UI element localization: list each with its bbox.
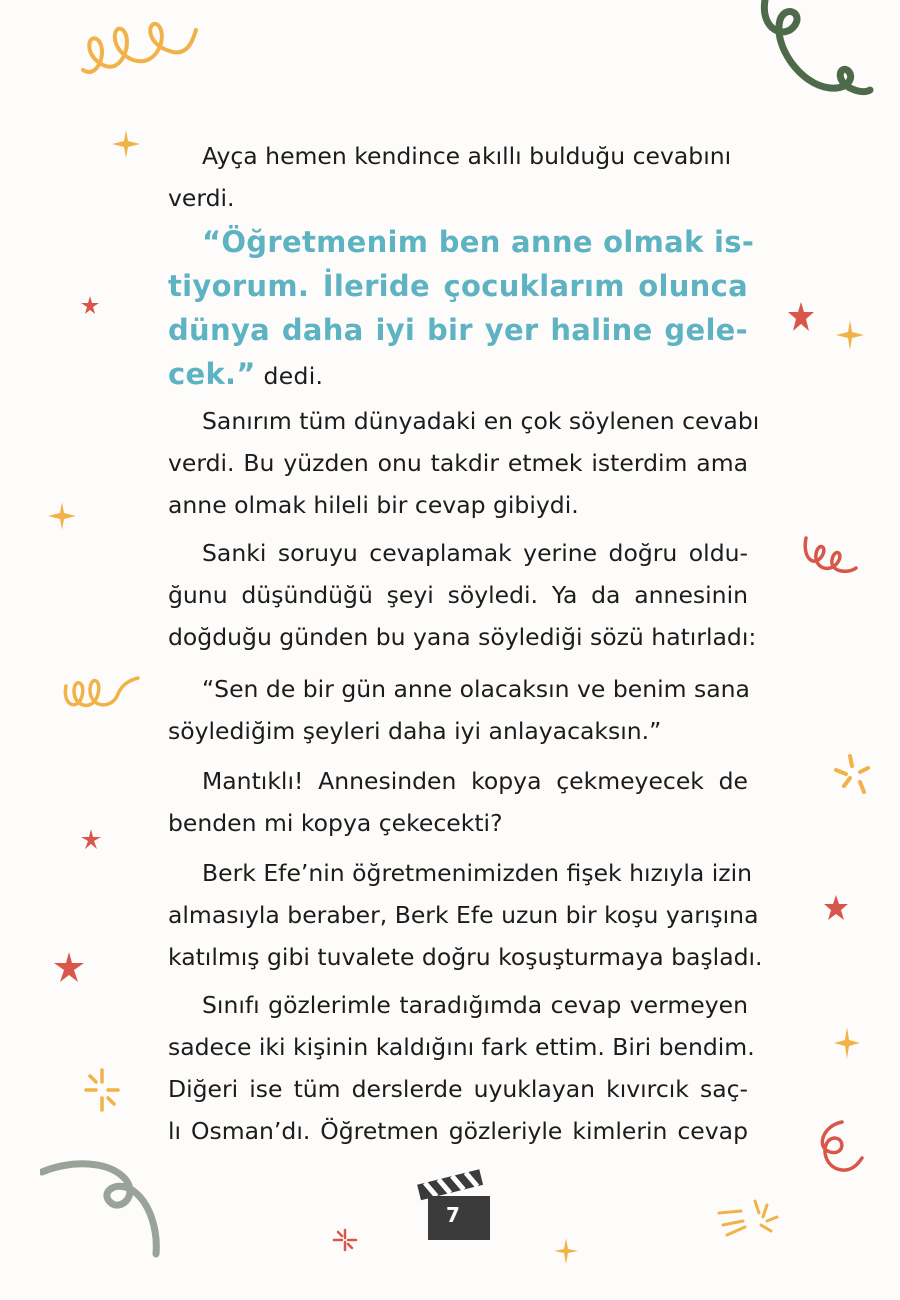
text-line: doğduğu günden bu yana söylediği sözü hatırladı: [168, 623, 757, 651]
sparkle-icon [46, 500, 78, 532]
curl-decoration [812, 1118, 864, 1174]
swirl-decoration-top-left [78, 10, 198, 90]
quote-line: tiyorum. İleride çocuklarım olunca [168, 269, 748, 303]
sparkle-icon [832, 1025, 862, 1061]
star-icon [786, 300, 816, 334]
text-line: Mantıklı! Annesinden kopya çekmeyecek de [202, 767, 748, 795]
sparkle-icon [834, 318, 866, 352]
text-line: anne olmak hileli bir cevap gibiydi. [168, 491, 579, 519]
curl-decoration-top-right [755, 0, 875, 100]
paragraph-5 [168, 760, 748, 844]
text-line: verdi. [168, 184, 235, 212]
text-line: lı Osman’dı. Öğretmen gözleriyle kimlerin cevap [168, 1117, 748, 1145]
curl-decoration [800, 528, 860, 578]
text-line: Sanki soruyu cevaplamak yerine doğru oldu- [202, 539, 748, 567]
text-line: almasıyla beraber, Berk Efe uzun bir koşu yarışına [168, 901, 759, 929]
burst-icon [330, 1226, 360, 1254]
star-icon [822, 893, 850, 923]
sparkle-icon [552, 1236, 580, 1266]
sparkle-icon [110, 128, 142, 160]
paragraph-4 [168, 668, 748, 752]
text-line: Sınıfı gözlerimle taradığımda cevap vermeyen [202, 991, 748, 1019]
text-line: ğunu düşündüğü şeyi söyledi. Ya da annesinin [168, 581, 748, 609]
swirl-decoration [60, 656, 140, 716]
text-line: Diğeri ise tüm derslerde uyuklayan kıvırcık saç- [168, 1075, 748, 1103]
text-line: Berk Efe’nin öğretmenimizden fişek hızıyla izin [202, 859, 753, 887]
star-icon [80, 295, 100, 315]
paragraph-7 [168, 984, 755, 1152]
star-icon [80, 828, 102, 850]
burst-icon [82, 1066, 122, 1114]
text-line: Sanırım tüm dünyadaki en çok söylenen cevabı [202, 407, 760, 435]
burst-icon [830, 752, 870, 796]
quote-tail: dedi. [255, 362, 324, 390]
swirl-decoration-bottom-left [40, 1150, 170, 1260]
text-line: “Sen de bir gün anne olacaksın ve benim sana [202, 675, 750, 703]
text-line: katılmış gibi tuvalete doğru koşuşturmaya başladı. [168, 943, 763, 971]
quote-line: cek.” dedi. [168, 357, 324, 391]
text-line: verdi. Bu yüzden onu takdir etmek isterdim ama [168, 449, 748, 477]
paragraph-2 [168, 400, 760, 526]
highlighted-quote [168, 220, 755, 398]
paragraph-6 [168, 852, 763, 978]
text-line: Ayça hemen kendince akıllı bulduğu cevabını [202, 142, 732, 170]
page-number: 7 [446, 1203, 460, 1227]
paragraph-1 [168, 135, 748, 219]
quote-line: “Öğretmenim ben anne olmak is- [202, 225, 755, 259]
paragraph-3 [168, 532, 757, 658]
burst-icon [715, 1195, 785, 1239]
text-line: söylediğim şeyleri daha iyi anlayacaksın.” [168, 717, 662, 745]
text-line: sadece iki kişinin kaldığını fark ettim. Biri bendim. [168, 1033, 755, 1061]
quote-line: dünya daha iyi bir yer haline gele- [168, 313, 748, 347]
text-line: benden mi kopya çekecekti? [168, 809, 503, 837]
star-icon [52, 950, 86, 984]
